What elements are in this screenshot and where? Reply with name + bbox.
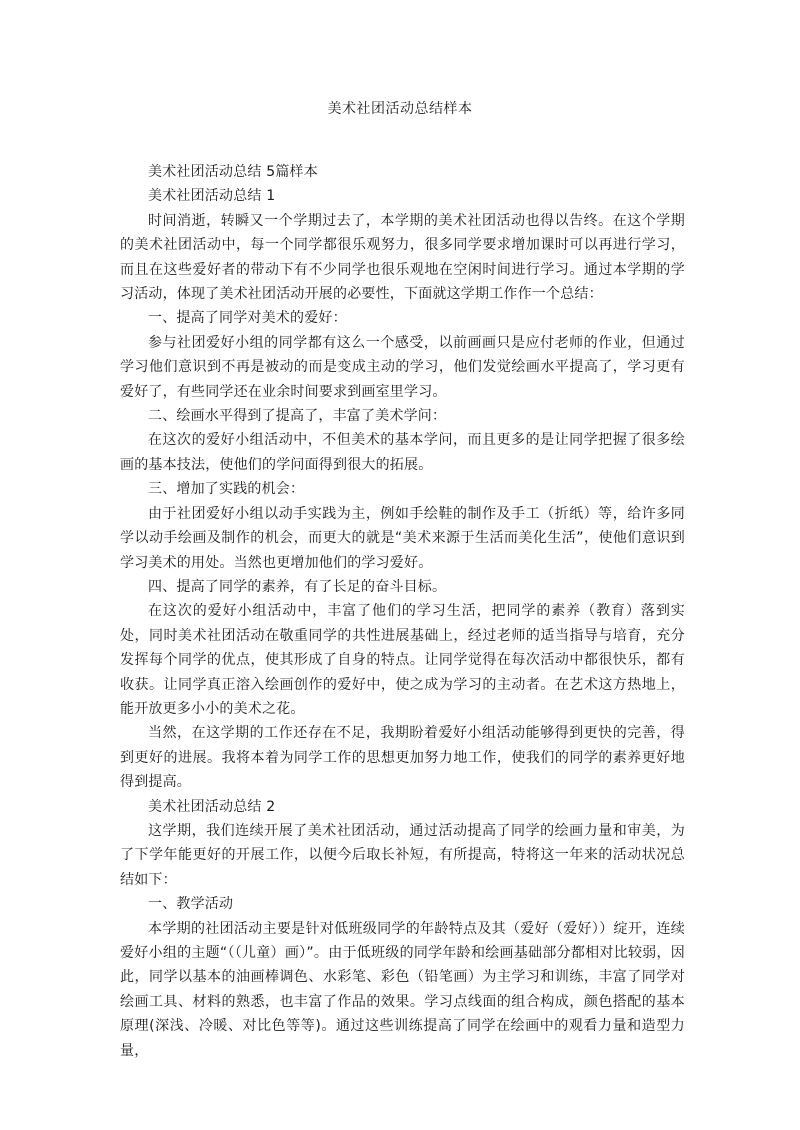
section-heading: 三、增加了实践的机会： — [148, 481, 305, 498]
body-paragraph: 在这次的爱好小组活动中，丰富了他们的学习生活，把同学的素养（教育）落到实处，同时美术社团活动在敬重同学的共性进展基础上，经过老师的适当指导与培育，充分发挥每个同学的优点，使其形成了自身的特点。让同学觉得在每次活动中都很快乐，都有收获。让同学真正溶入绘画创作的爱好中，使之成为学习的主动者。在艺术这方热地上，能开放更多小小的美术之花。 — [120, 603, 685, 717]
section-heading: 四、提高了同学的素养，有了长足的奋斗目标。 — [148, 578, 447, 595]
body-paragraph: 当然，在这学期的工作还存在不足，我期盼着爱好小组活动能够得到更快的完善，得到更好的进展。我将本着为同学工作的思想更加努力地工作，使我们的同学的素养更好地得到提高。 — [120, 725, 685, 791]
body-paragraph: 时间消逝，转瞬又一个学期过去了，本学期的美术社团活动也得以告终。在这个学期的美术社团活动中，每一个同学都很乐观努力，很多同学要求增加课时可以再进行学习，而且在这些爱好者的带动下有不少同学也很乐观地在空闲时间进行学习。通过本学期的学习活动，体现了美术社团活动开展的必要性，下面就这学期工作作一个总结： — [120, 212, 685, 303]
body-paragraph: 参与社团爱好小组的同学都有这么一个感受，以前画画只是应付老师的作业，但通过学习他们意识到不再是被动的而是变成主动的学习，他们发觉绘画水平提高了，学习更有爱好了，有些同学还在业余时间要求到画室里学习。 — [120, 334, 685, 400]
section-heading: 美术社团活动总结 2 — [148, 798, 276, 815]
section-heading: 二、绘画水平得到了提高了，丰富了美术学问： — [148, 408, 447, 425]
document-title: 美术社团活动总结样本 — [327, 101, 473, 117]
document-body — [120, 160, 685, 1063]
body-paragraph: 这学期，我们连续开展了美术社团活动，通过活动提高了同学的绘画力量和审美，为了下学年能更好的开展工作，以便今后取长补短，有所提高，特将这一年来的活动状况总结如下： — [120, 822, 685, 888]
section-heading: 美术社团活动总结 5篇样本 — [148, 164, 318, 180]
body-paragraph: 本学期的社团活动主要是针对低班级同学的年龄特点及其（爱好（爱好））绽开，连续爱好小组的主题“（（儿童）画）”。由于低班级的同学年龄和绘画基础部分都相对比较弱，因此，同学以基本的油画棒调色、水彩笔、彩色（铅笔画）为主学习和训练，丰富了同学对绘画工具、材料的熟悉，也丰富了作品的效果。学习点线面的组合构成，颜色搭配的基本原理(深浅、冷暖、对比色等等)。通过这些训练提高了同学在绘画中的观看力量和造型力量， — [120, 920, 685, 1059]
section-heading: 一、教学活动 — [148, 896, 234, 913]
section-heading: 一、提高了同学对美术的爱好： — [148, 310, 347, 327]
section-heading: 美术社团活动总结 1 — [148, 188, 276, 205]
body-paragraph: 由于社团爱好小组以动手实践为主，例如手绘鞋的制作及手工（折纸）等，给许多同学以动手绘画及制作的机会，而更大的就是“美术来源于生活而美化生活”，使他们意识到学习美术的用处。当然也更增加他们的学习爱好。 — [120, 505, 685, 571]
body-paragraph: 在这次的爱好小组活动中，不但美术的基本学问，而且更多的是让同学把握了很多绘画的基本技法，使他们的学问面得到很大的拓展。 — [120, 432, 685, 473]
